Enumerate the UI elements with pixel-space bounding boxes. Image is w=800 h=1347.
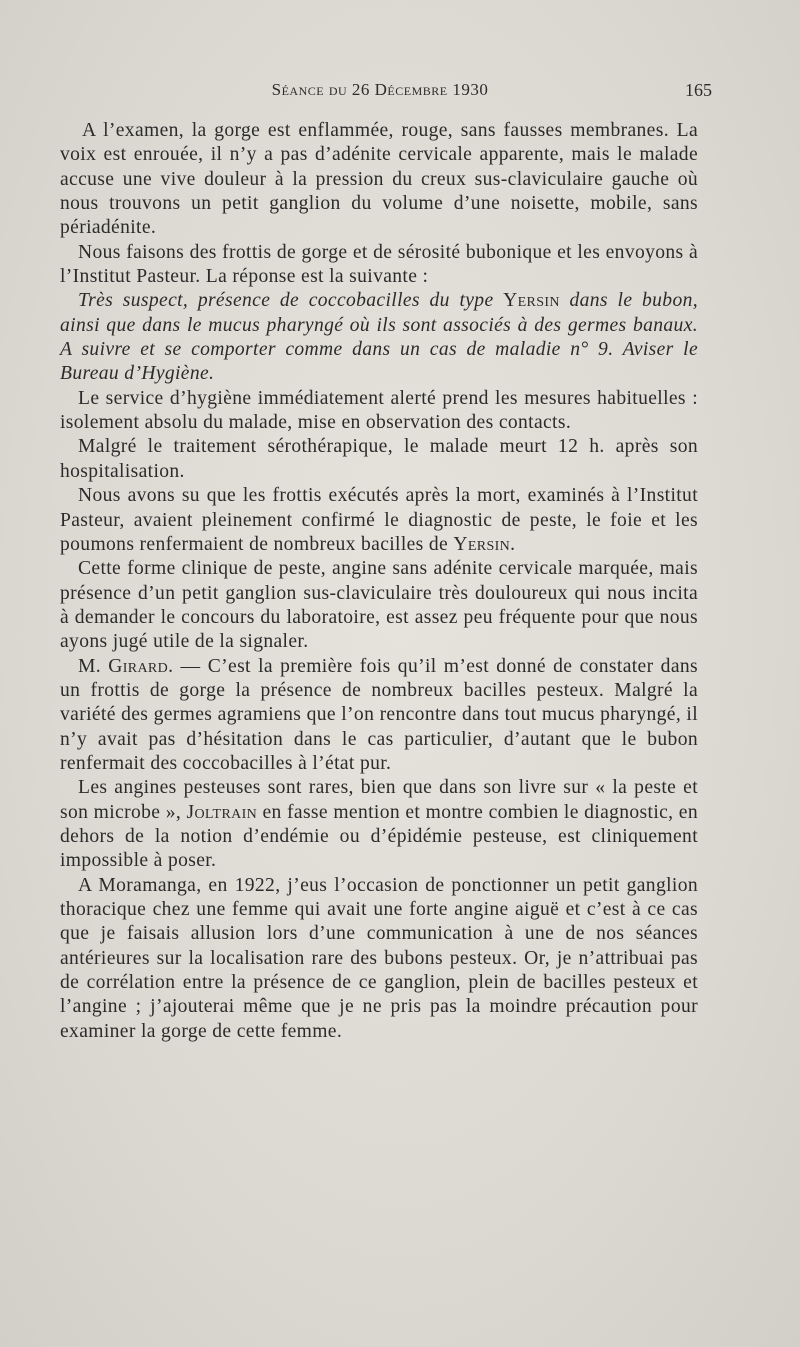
paragraph-treatment: Malgré le traitement sérothérapique, le malade meurt 12 h. après son hospitalisation. <box>60 436 698 482</box>
speaker-name-girard: Girard <box>108 655 169 677</box>
paragraph-girard <box>60 655 698 777</box>
page-number: 165 <box>685 80 712 100</box>
paragraph-frottis: Nous faisons des frottis de gorge et de sérosité bubonique et les envoyons à l’Institut Pasteur. La réponse est la suivante : <box>60 241 698 288</box>
author-name-joltrain: Joltrain <box>186 801 258 823</box>
lab-response-part-2: dans le bubon, ainsi que dans le mucus pharyngé où ils sont associés à des germes banaux. A suivre et se comporter comme dans un cas de maladie n° 9. Aviser le Bureau d’Hygiène. <box>60 290 698 385</box>
post-mortem-end: . <box>510 533 516 555</box>
girard-remarks: . — C’est la première fois qu’il m’est donné de constater dans un frottis de gorge la présence de nombreux bacilles pesteux. Malgré la variété des germes agramiens que l’on rencontre dans tout mucus pharyngé, il n’y avait pas d’hésitation dans le cas particulier, d’autant que le bubon renfermait des coccobacilles à l’état pur. <box>60 655 699 774</box>
paragraph-angines <box>60 776 698 873</box>
running-head <box>60 80 712 106</box>
post-mortem-text: Nous avons su que les frottis exécutés après la mort, examinés à l’Institut Pasteur, avaient pleinement confirmé le diagnostic de peste, le foie et les poumons renfermaient de nombreux bacilles de <box>60 485 698 555</box>
angines-text-2: en fasse mention et montre combien le diagnostic, en dehors de la notion d’endémie ou d’épidémie pesteuse, est cliniquement impossible à poser. <box>60 801 698 872</box>
paragraph-examination: A l’examen, la gorge est enflammée, rouge, sans fausses membranes. La voix est enrouée, il n’y a pas d’adénite cervicale apparente, mais le malade accuse une vive douleur à la pression du creux sus-claviculaire gauche où nous trouvons un petit ganglion du volume d’une noisette, mobile, sans périadénite. <box>60 120 698 239</box>
running-title: Séance du 26 Décembre 1930 <box>271 80 489 99</box>
paragraph-clinical-form: Cette forme clinique de peste, angine sans adénite cervicale marquée, mais présence d’un petit ganglion sus-claviculaire très douloureux qui nous incita à demander le concours du laboratoire, est assez peu fréquente pour que nous ayons jugé utile de la signaler. <box>60 558 698 653</box>
paragraph-lab-response <box>60 289 698 386</box>
girard-prefix: M. <box>78 655 102 677</box>
lab-response-part-1: Très suspect, présence de coccobacilles du type <box>78 290 494 312</box>
paragraph-moramanga: A Moramanga, en 1922, j’eus l’occasion de ponctionner un petit ganglion thoracique chez une femme qui avait une forte angine aiguë et c’est à ce cas que je faisais allusion lors d’une communication à une de nos séances antérieures sur la localisation rare des bubons pesteux. Or, je n’attribuai pas de corrélation entre la présence de ce ganglion, plein de bacilles pesteux et l’angine ; j’ajouterai même que je ne pris pas la moindre précaution pour examiner la gorge de cette femme. <box>60 874 698 1042</box>
body-text <box>60 119 698 1044</box>
paragraph-hygiene: Le service d’hygiène immédiatement alerté prend les mesures habituelles : isolement absolu du malade, mise en observation des contacts. <box>60 387 698 434</box>
author-name-yersin: Yersin <box>453 533 511 555</box>
author-name-yersin: Yersin <box>503 290 560 312</box>
angines-text-1: Les angines pesteuses sont rares, bien que dans son livre sur « la peste et son microbe », <box>60 777 698 823</box>
paragraph-post-mortem <box>60 484 698 557</box>
